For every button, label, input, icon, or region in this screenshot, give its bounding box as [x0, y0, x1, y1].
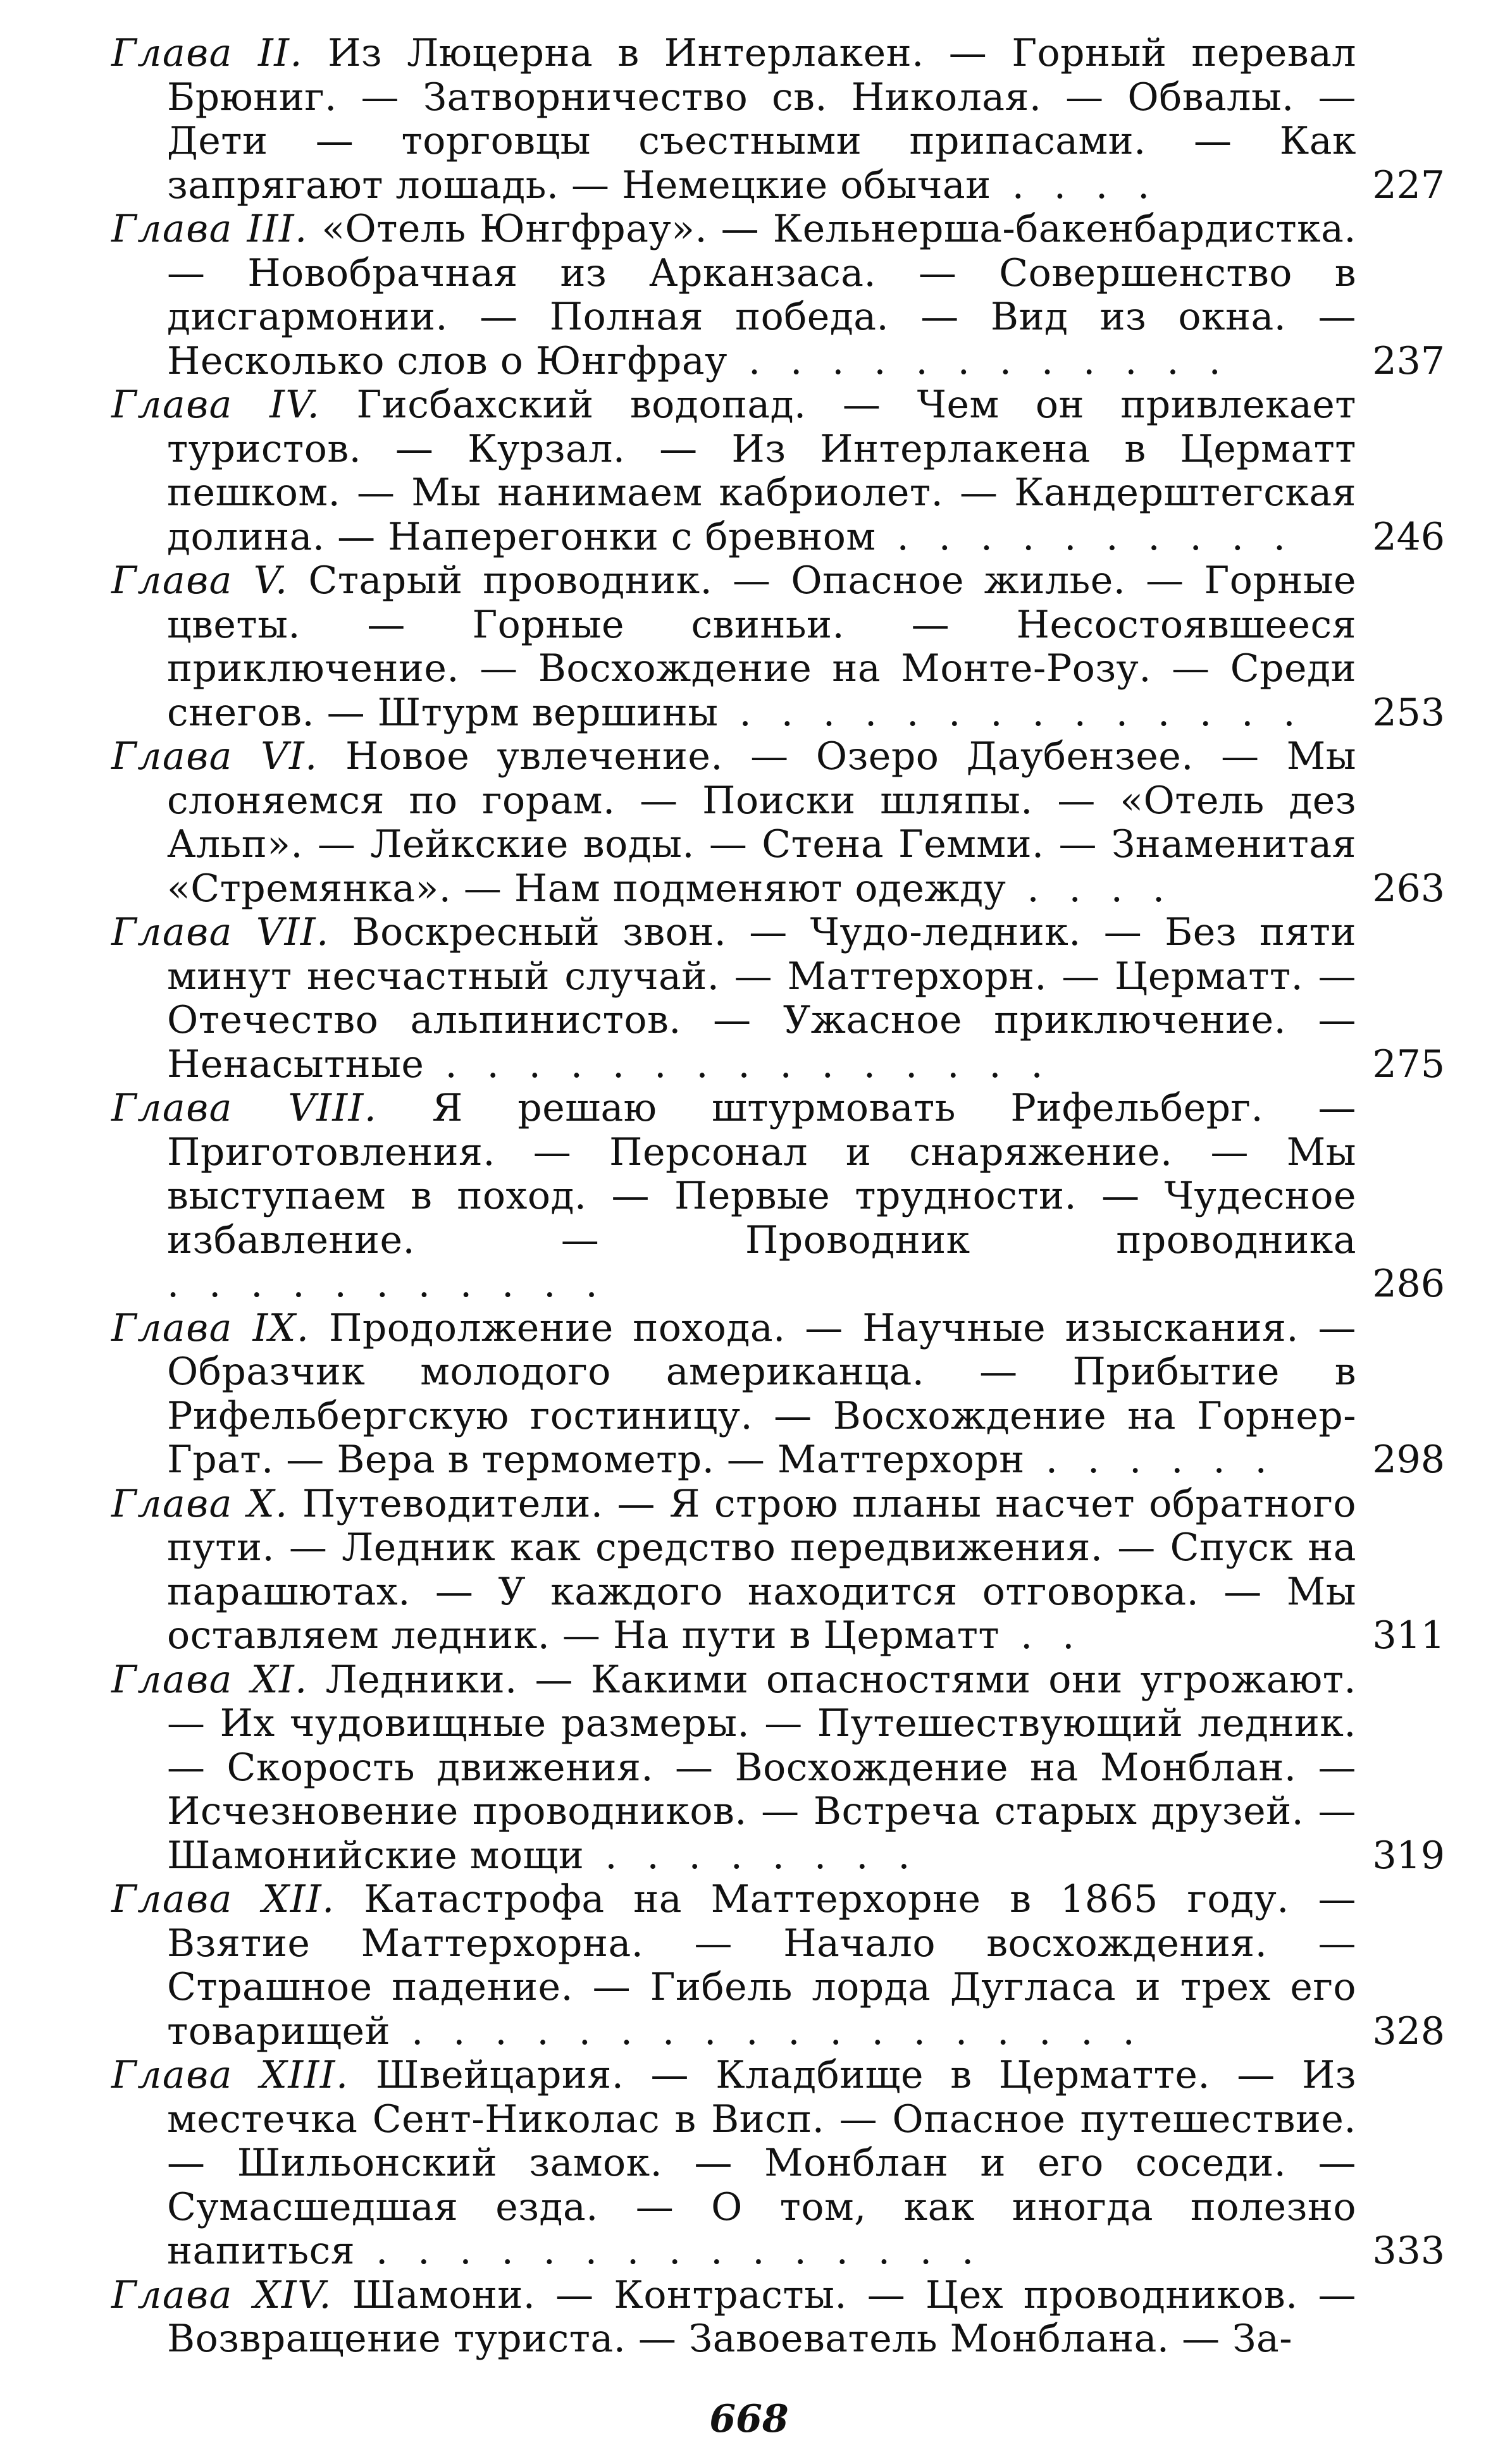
chapter-label: Глава XI.	[111, 1657, 308, 1702]
dot-leader: . . . . . . . . . . . . . . .	[355, 2229, 983, 2273]
chapter-summary: Гисбахский водопад. — Чем он привлекает туристов. — Курзал. — Из Интерлакена в Церматт пешком. — Мы нанимаем кабриолет. — Кандерштегская долина. — Наперегонки с бревном	[167, 383, 1356, 559]
toc-entry	[0, 2274, 1498, 2362]
chapter-label: Глава IX.	[111, 1305, 310, 1350]
chapter-label: Глава XII.	[111, 1877, 335, 1921]
toc-entry-text	[111, 207, 1356, 383]
toc-entry	[0, 559, 1498, 735]
dot-leader: . . . . . . . . . . . . . . .	[424, 1042, 1052, 1087]
chapter-summary: Из Люцерна в Интерлакен. — Горный перевал Брюниг. — Затворничество св. Николая. — Обвалы. — Дети — торговцы съестными припасами. — Как запрягают лошадь. — Немецкие обычаи	[167, 31, 1356, 207]
chapter-label: Глава X.	[111, 1481, 288, 1526]
dot-leader: . . . . . . . . . .	[876, 514, 1295, 559]
toc-page-number: 263	[1372, 866, 1445, 911]
toc-page-number: 275	[1372, 1042, 1445, 1087]
toc-page-number: 246	[1372, 514, 1445, 559]
toc-page-number: 286	[1372, 1262, 1445, 1306]
chapter-summary: Ледники. — Какими опасностями они угрожают. — Их чудовищные размеры. — Путешествующий ледник. — Скорость движения. — Восхождение на Монблан. — Исчезновение проводников. — Встреча старых друзей. — Шамонийские мощи	[167, 1657, 1356, 1878]
toc-page-number: 298	[1372, 1438, 1445, 1482]
toc-page-number: 333	[1372, 2229, 1445, 2273]
dot-leader: . . . . . . . .	[584, 1833, 919, 1878]
dot-leader: . . . .	[1006, 866, 1173, 911]
chapter-label: Глава VI.	[111, 734, 318, 779]
chapter-summary: Продолжение похода. — Научные изыскания. — Образчик молодого американца. — Прибытие в Рифельбергскую гостиницу. — Восхождение на Горнер-Грат. — Вера в термометр. — Маттерхорн	[167, 1305, 1356, 1482]
table-of-contents	[0, 32, 1498, 2362]
toc-page-number: 237	[1372, 338, 1445, 383]
toc-page-number: 319	[1372, 1833, 1445, 1878]
chapter-summary: Путеводители. — Я строю планы насчет обратного пути. — Ледник как средство передвижения. — Спуск на парашютах. — У каждого находится отговорка. — Мы оставляем ледник. — На пути в Церматт	[167, 1481, 1356, 1658]
toc-entry	[0, 1087, 1498, 1307]
dot-leader: . . . .	[991, 163, 1159, 207]
toc-page-number: 311	[1372, 1613, 1445, 1658]
chapter-summary: Воскресный звон. — Чудо-ледник. — Без пяти минут несчастный случай. — Маттерхорн. — Церматт. — Отечество альпинистов. — Ужасное приключение. — Ненасытные	[167, 910, 1356, 1087]
toc-page-number: 227	[1372, 163, 1445, 207]
toc-entry	[0, 1307, 1498, 1482]
dot-leader: . . . . . . . . . . . . . . . . . .	[390, 2009, 1144, 2054]
toc-entry-text	[111, 383, 1356, 559]
toc-entry	[0, 2054, 1498, 2274]
chapter-label: Глава VIII.	[111, 1086, 378, 1130]
chapter-summary: Новое увлечение. — Озеро Даубензее. — Мы слоняемся по горам. — Поиски шляпы. — «Отель дез Альп». — Лейкские воды. — Стена Гемми. — Знаменитая «Стремянка». — Нам подменяют одежду	[167, 734, 1356, 911]
toc-entry-text	[111, 2054, 1356, 2274]
dot-leader: . .	[1000, 1613, 1084, 1658]
toc-page-number: 328	[1372, 2009, 1445, 2054]
chapter-summary: «Отель Юнгфрау». — Кельнерша-бакенбардистка. — Новобрачная из Арканзаса. — Совершенство в дисгармонии. — Полная победа. — Вид из окна. — Несколько слов о Юнгфрау	[167, 207, 1357, 383]
toc-entry-text	[111, 2274, 1356, 2362]
toc-page-number: 253	[1372, 690, 1445, 735]
toc-entry	[0, 911, 1498, 1087]
chapter-summary: Старый проводник. — Опасное жилье. — Горные цветы. — Горные свиньи. — Несостоявшееся приключение. — Восхождение на Монте-Розу. — Среди снегов. — Штурм вершины	[167, 558, 1356, 735]
chapter-label: Глава IV.	[111, 383, 321, 427]
toc-entry	[0, 1482, 1498, 1658]
chapter-summary: Катастрофа на Маттерхорне в 1865 году. — Взятие Маттерхорна. — Начало восхождения. — Страшное падение. — Гибель лорда Дугласа и трех его товарищей	[167, 1877, 1356, 2054]
toc-entry	[0, 207, 1498, 383]
chapter-label: Глава III.	[111, 207, 308, 251]
chapter-label: Глава V.	[111, 558, 288, 603]
toc-entry	[0, 1878, 1498, 2054]
toc-entry	[0, 32, 1498, 207]
chapter-summary: Швейцария. — Кладбище в Церматте. — Из местечка Сент-Николас в Висп. — Опасное путешествие. — Шильонский замок. — Монблан и его соседи. — Сумасшедшая езда. — О том, как иногда полезно напиться	[167, 2053, 1357, 2273]
dot-leader: . . . . . . . . . . . .	[727, 338, 1230, 383]
toc-entry-text	[111, 1878, 1356, 2054]
chapter-label: Глава II.	[111, 31, 303, 75]
toc-entry-text	[111, 559, 1356, 735]
toc-entry-text	[111, 1087, 1356, 1307]
toc-entry-text	[111, 1307, 1356, 1482]
chapter-label: Глава XIV.	[111, 2272, 332, 2317]
toc-entry	[0, 383, 1498, 559]
page-number: 668	[709, 2397, 789, 2441]
toc-entry	[0, 735, 1498, 911]
dot-leader: . . . . . .	[1024, 1438, 1276, 1482]
chapter-summary: Шамони. — Контрасты. — Цех проводников. — Возвращение туриста. — Завоеватель Монблана. — За-	[167, 2272, 1357, 2361]
chapter-label: Глава XIII.	[111, 2053, 349, 2097]
dot-leader: . . . . . . . . . . .	[167, 1262, 607, 1306]
chapter-label: Глава VII.	[111, 910, 330, 954]
toc-entry-text	[111, 1482, 1356, 1658]
chapter-summary: Я решаю штурмовать Рифельберг. — Приготовления. — Персонал и снаряжение. — Мы выступаем в поход. — Первые трудности. — Чудесное избавление. — Проводник проводника	[167, 1086, 1356, 1262]
toc-entry	[0, 1658, 1498, 1878]
toc-entry-text	[111, 735, 1356, 911]
toc-entry-text	[111, 1658, 1356, 1878]
toc-entry-text	[111, 32, 1356, 207]
dot-leader: . . . . . . . . . . . . . .	[718, 690, 1304, 735]
toc-entry-text	[111, 911, 1356, 1087]
